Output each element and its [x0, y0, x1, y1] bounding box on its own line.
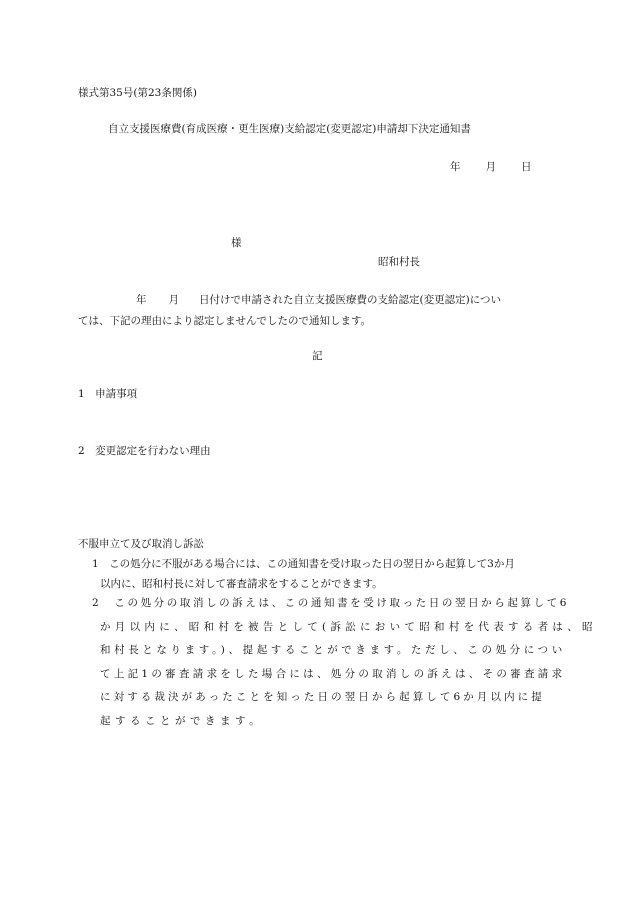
- document-title: 自立支援医療費(育成医療・更生医療)支給認定(変更認定)申請却下決定通知書: [108, 123, 471, 135]
- date-year: 年: [450, 161, 461, 173]
- appeal-paragraph-2-line-2: か月以内に、昭和村を被告として(訴訟において昭和村を代表する者は、昭: [100, 621, 597, 633]
- body-year: 年: [136, 294, 147, 306]
- appeal-paragraph-2-line-3: 和村長となります。)、提起することができます。ただし、この処分につい: [100, 644, 566, 656]
- date-day: 日: [521, 161, 532, 173]
- appeal-paragraph-2-line-6: 起することができます。: [100, 715, 265, 727]
- body-line-1-text: 日付けで申請された自立支援医療費の支給認定(変更認定)につい: [199, 294, 501, 306]
- appeal-paragraph-2-line-4: て上記1の審査請求をした場合には、処分の取消しの訴えは、その審査請求: [100, 668, 566, 680]
- sender-name: 昭和村長: [378, 256, 420, 268]
- body-line-2: ては、下記の理由により認定しませんでしたので通知します。: [78, 315, 372, 327]
- recipient-suffix: 様: [231, 237, 242, 249]
- item-1-application: 1 申請事項: [78, 388, 138, 400]
- date-month: 月: [485, 161, 496, 173]
- ki-heading: 記: [312, 350, 323, 362]
- body-line-1: [136, 293, 501, 307]
- appeal-paragraph-1-line-1: 1 この処分に不服がある場合には、この通知書を受け取った日の翌日から起算して3か月: [92, 558, 515, 570]
- body-month: 月: [168, 294, 179, 306]
- date-line: [450, 160, 532, 174]
- appeal-paragraph-2-line-5: に対する裁決があったことを知った日の翌日から起算して6か月以内に提: [100, 691, 545, 703]
- appeal-heading: 不服申立て及び取消し訴訟: [78, 538, 204, 550]
- appeal-paragraph-1-line-2: 以内に、昭和村長に対して審査請求をすることができます。: [100, 578, 383, 590]
- form-number: 様式第35号(第23条関係): [78, 87, 197, 99]
- appeal-paragraph-2-line-1: 2 この処分の取消しの訴えは、この通知書を受け取った日の翌日から起算して6: [92, 597, 570, 609]
- item-2-reason: 2 変更認定を行わない理由: [78, 445, 211, 457]
